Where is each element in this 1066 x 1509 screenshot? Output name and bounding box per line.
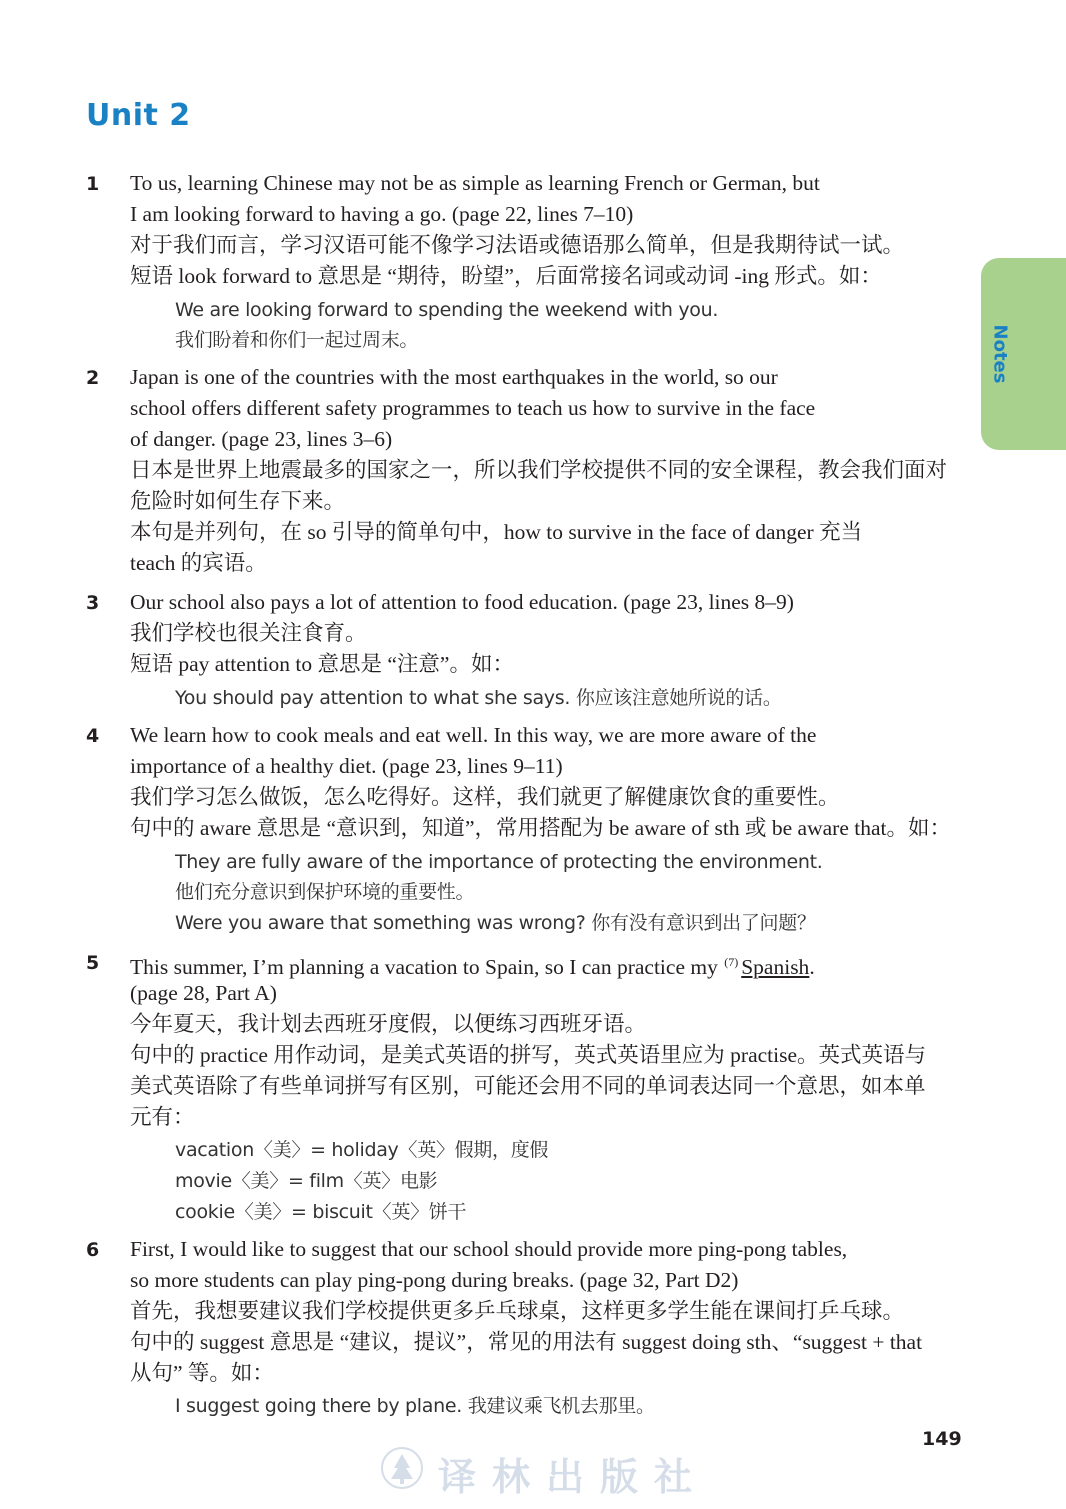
note-sentence: so more students can play ping-pong during breaks. (page 32, Part D2) [130, 1268, 739, 1292]
note-example: movie〈美〉= film〈英〉电影 [175, 1170, 438, 1192]
note-explanation: 本句是并列句，在 so 引导的简单句中，how to survive in the face of danger 充当 [130, 520, 863, 544]
note-explanation: 短语 pay attention to 意思是 “注意”。如： [130, 652, 514, 676]
note-translation: 首先，我想要建议我们学校提供更多乒乓球桌，这样更多学生能在课间打乒乓球。 [130, 1299, 905, 1323]
note-sentence: To us, learning Chinese may not be as simple as learning French or German, but [130, 171, 820, 195]
note-example: I suggest going there by plane. 我建议乘飞机去那里。 [175, 1395, 655, 1417]
publisher-logo-icon [380, 1446, 424, 1490]
note-sentence-text: This summer, I’m planning a vacation to Spain, so I can practice my [130, 955, 718, 979]
note-translation: 危险时如何生存下来。 [130, 489, 346, 513]
note-sentence: Japan is one of the countries with the most earthquakes in the world, so our [130, 365, 778, 389]
note-example: They are fully aware of the importance of protecting the environment. [175, 851, 823, 873]
page-number: 149 [922, 1428, 962, 1450]
sentence-period: . [809, 955, 815, 979]
note-sentence: We learn how to cook meals and eat well. In this way, we are more aware of the [130, 723, 817, 747]
note-number: 1 [86, 173, 100, 195]
note-example: vacation〈美〉= holiday〈英〉假期，度假 [175, 1139, 549, 1161]
note-translation: 日本是世界上地震最多的国家之一，所以我们学校提供不同的安全课程，教会我们面对 [130, 458, 948, 482]
note-number: 5 [86, 952, 100, 974]
footnote-reference: (7) [724, 955, 739, 969]
note-explanation: 美式英语除了有些单词拼写有区别，可能还会用不同的单词表达同一个意思，如本单 [130, 1074, 926, 1098]
note-explanation: 从句” 等。如： [130, 1361, 274, 1385]
note-translation: 我们学校也很关注食育。 [130, 621, 367, 645]
note-translation: 我们学习怎么做饭，怎么吃得好。这样，我们就更了解健康饮食的重要性。 [130, 785, 840, 809]
underlined-word: Spanish [741, 955, 810, 979]
note-number: 4 [86, 725, 100, 747]
note-sentence: importance of a healthy diet. (page 23, lines 9–11) [130, 754, 563, 778]
publisher-watermark: 译林出版社 [438, 1454, 709, 1499]
note-number: 2 [86, 367, 100, 389]
note-example: Were you aware that something was wrong? 你有没有意识到出了问题？ [175, 912, 816, 934]
note-explanation: 元有： [130, 1105, 195, 1129]
note-example: cookie〈美〉= biscuit〈英〉饼干 [175, 1201, 467, 1223]
note-sentence: of danger. (page 23, lines 3–6) [130, 427, 393, 451]
note-sentence: I am looking forward to having a go. (page 22, lines 7–10) [130, 202, 634, 226]
note-example: You should pay attention to what she says. 你应该注意她所说的话。 [175, 687, 782, 709]
note-number: 3 [86, 592, 100, 614]
note-sentence: First, I would like to suggest that our school should provide more ping-pong tables, [130, 1237, 848, 1261]
note-sentence: Our school also pays a lot of attention to food education. (page 23, lines 8–9) [130, 590, 794, 614]
note-sentence: (page 28, Part A) [130, 981, 277, 1005]
note-translation: 对于我们而言，学习汉语可能不像学习法语或德语那么简单，但是我期待试一试。 [130, 233, 905, 257]
note-translation: 今年夏天，我计划去西班牙度假，以便练习西班牙语。 [130, 1012, 647, 1036]
note-example: We are looking forward to spending the weekend with you. [175, 299, 719, 321]
note-explanation: 句中的 suggest 意思是 “建议，提议”，常见的用法有 suggest doing sth、“suggest + that [130, 1330, 923, 1354]
note-explanation: teach 的宾语。 [130, 551, 267, 575]
note-explanation: 句中的 aware 意思是 “意识到，知道”，常用搭配为 be aware of sth 或 be aware that。如： [130, 816, 951, 840]
note-sentence [130, 950, 815, 979]
note-example: 我们盼着和你们一起过周末。 [175, 329, 419, 351]
note-sentence: school offers different safety programmes to teach us how to survive in the face [130, 396, 816, 420]
note-explanation: 句中的 practice 用作动词，是美式英语的拼写，英式英语里应为 practise。英式英语与 [130, 1043, 927, 1067]
note-explanation: 短语 look forward to 意思是 “期待，盼望”，后面常接名词或动词 -ing 形式。如： [130, 264, 882, 288]
note-number: 6 [86, 1239, 100, 1261]
unit-title: Unit 2 [86, 98, 191, 133]
note-example: 他们充分意识到保护环境的重要性。 [175, 881, 475, 903]
